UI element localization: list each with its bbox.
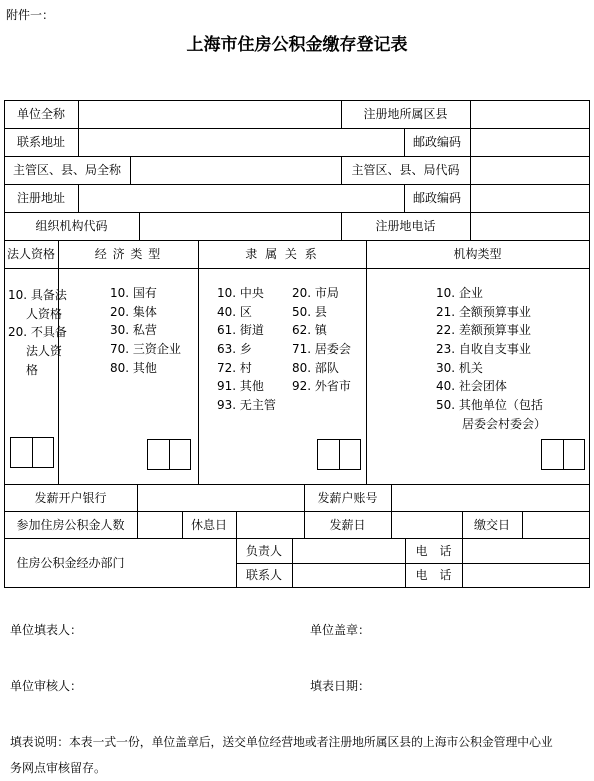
unit-name-label: 单位全称 bbox=[16, 107, 65, 121]
reg-address-field[interactable] bbox=[79, 185, 404, 212]
unit-seal-label: 单位盖章： bbox=[310, 623, 371, 637]
org-code-field[interactable] bbox=[140, 213, 341, 240]
box-divider bbox=[563, 440, 564, 469]
institution-code-box[interactable] bbox=[541, 439, 585, 470]
reg-district-label: 注册地所属区县 bbox=[363, 107, 448, 121]
postcode-field-2[interactable] bbox=[471, 185, 589, 212]
list-item: 10. 具备法 bbox=[8, 288, 67, 302]
list-item: 20. 集体 bbox=[110, 304, 157, 319]
rest-day-field[interactable] bbox=[237, 512, 304, 538]
institution-type-header: 机构类型 bbox=[453, 247, 502, 261]
authority-code-label: 主管区、县、局代码 bbox=[351, 163, 460, 177]
list-item: 70. 三资企业 bbox=[110, 342, 181, 357]
unit-name-field[interactable] bbox=[79, 101, 341, 128]
phone-field-2[interactable] bbox=[463, 564, 589, 587]
payroll-account-field[interactable] bbox=[392, 485, 589, 511]
col-line bbox=[366, 240, 367, 484]
members-count-field[interactable] bbox=[138, 512, 182, 538]
reg-address-label: 注册地址 bbox=[16, 191, 65, 205]
row-line bbox=[4, 240, 590, 241]
list-item: 格 bbox=[26, 362, 39, 377]
list-item: 72. 村 bbox=[217, 360, 252, 375]
table-border-bottom bbox=[4, 587, 590, 588]
list-item: 30. 机关 bbox=[436, 360, 483, 375]
list-item: 63. 乡 bbox=[217, 342, 252, 357]
payroll-bank-field[interactable] bbox=[138, 485, 304, 511]
contact-address-label: 联系地址 bbox=[16, 135, 65, 149]
list-item: 80. 其他 bbox=[110, 360, 157, 375]
attachment-label: 附件一： bbox=[6, 8, 55, 22]
postcode-label-2: 邮政编码 bbox=[412, 191, 461, 205]
list-item: 80. 部队 bbox=[292, 360, 339, 375]
legal-status-header: 法人资格 bbox=[6, 247, 55, 261]
members-count-label: 参加住房公积金人数 bbox=[16, 518, 125, 532]
rest-day-label: 休息日 bbox=[190, 518, 227, 532]
list-item: 10. 企业 bbox=[436, 286, 483, 300]
contact-address-field[interactable] bbox=[79, 129, 404, 156]
list-item: 50. 县 bbox=[292, 304, 327, 319]
authority-name-label: 主管区、县、局全称 bbox=[12, 163, 121, 177]
person-in-charge-field[interactable] bbox=[293, 539, 405, 563]
list-item: 62. 镇 bbox=[292, 323, 327, 338]
instructions-line-1: 填表说明：本表一式一份，单位盖章后，送交单位经营地或者注册地所属区县的上海市公积金管理中心业 bbox=[10, 735, 553, 749]
box-divider bbox=[32, 438, 33, 467]
economic-type-list bbox=[110, 284, 181, 377]
list-item: 10. 国有 bbox=[110, 286, 157, 300]
reg-phone-field[interactable] bbox=[471, 213, 589, 240]
list-item: 91. 其他 bbox=[217, 379, 264, 394]
pay-day-label: 发薪日 bbox=[329, 518, 366, 532]
col-line bbox=[58, 240, 59, 484]
authority-name-field[interactable] bbox=[131, 157, 341, 184]
page-title: 上海市住房公积金缴存登记表 bbox=[186, 35, 408, 55]
row-line bbox=[4, 268, 590, 269]
handling-dept-field[interactable] bbox=[138, 539, 236, 587]
list-item: 23. 自收自支事业 bbox=[436, 342, 531, 357]
person-in-charge-label: 负责人 bbox=[245, 544, 282, 558]
list-item: 50. 其他单位（包括 bbox=[436, 398, 543, 413]
legal-status-list bbox=[8, 286, 67, 379]
subordination-list-left bbox=[217, 284, 276, 415]
subordination-list-right bbox=[292, 284, 351, 396]
col-line bbox=[198, 240, 199, 484]
postcode-label: 邮政编码 bbox=[412, 135, 461, 149]
list-item: 20. 不具备 bbox=[8, 325, 67, 340]
box-divider bbox=[339, 440, 340, 469]
economic-type-header: 经 济 类 型 bbox=[94, 247, 162, 261]
table-border-right bbox=[589, 100, 590, 588]
list-item: 93. 无主管 bbox=[217, 398, 276, 413]
list-item: 20. 市局 bbox=[292, 286, 339, 300]
fill-date-label: 填表日期： bbox=[310, 679, 371, 693]
institution-type-list bbox=[436, 284, 546, 434]
handling-dept-label: 住房公积金经办部门 bbox=[16, 556, 125, 570]
unit-filler-label: 单位填表人： bbox=[10, 623, 83, 637]
list-item: 40. 社会团体 bbox=[436, 379, 507, 394]
contact-person-field[interactable] bbox=[293, 564, 405, 587]
deposit-day-label: 缴交日 bbox=[473, 518, 510, 532]
phone-label-2: 电 话 bbox=[415, 568, 452, 582]
authority-code-field[interactable] bbox=[471, 157, 589, 184]
instructions-line-2: 务网点审核留存。 bbox=[10, 761, 107, 775]
list-item: 40. 区 bbox=[217, 304, 252, 319]
reg-district-field[interactable] bbox=[471, 101, 589, 128]
list-item: 92. 外省市 bbox=[292, 379, 351, 394]
payroll-account-label: 发薪户账号 bbox=[317, 491, 378, 505]
contact-person-label: 联系人 bbox=[245, 568, 282, 582]
pay-day-field[interactable] bbox=[392, 512, 462, 538]
list-item: 61. 街道 bbox=[217, 323, 264, 338]
phone-label: 电 话 bbox=[415, 544, 452, 558]
legal-code-box[interactable] bbox=[10, 437, 54, 468]
subordination-header: 隶 属 关 系 bbox=[245, 247, 319, 261]
list-item: 71. 居委会 bbox=[292, 342, 351, 357]
list-item: 法人资 bbox=[26, 344, 63, 359]
subordination-code-box[interactable] bbox=[317, 439, 361, 470]
list-item: 人资格 bbox=[26, 306, 63, 321]
list-item: 22. 差额预算事业 bbox=[436, 323, 531, 338]
list-item: 居委会村委会） bbox=[462, 416, 547, 431]
box-divider bbox=[169, 440, 170, 469]
phone-field[interactable] bbox=[463, 539, 589, 563]
postcode-field[interactable] bbox=[471, 129, 589, 156]
payroll-bank-label: 发薪开户银行 bbox=[34, 491, 107, 505]
reg-phone-label: 注册地电话 bbox=[375, 219, 436, 233]
org-code-label: 组织机构代码 bbox=[35, 219, 108, 233]
deposit-day-field[interactable] bbox=[523, 512, 589, 538]
list-item: 30. 私营 bbox=[110, 323, 157, 338]
list-item: 21. 全额预算事业 bbox=[436, 304, 531, 319]
economic-code-box[interactable] bbox=[147, 439, 191, 470]
unit-reviewer-label: 单位审核人： bbox=[10, 679, 83, 693]
list-item: 10. 中央 bbox=[217, 286, 264, 300]
